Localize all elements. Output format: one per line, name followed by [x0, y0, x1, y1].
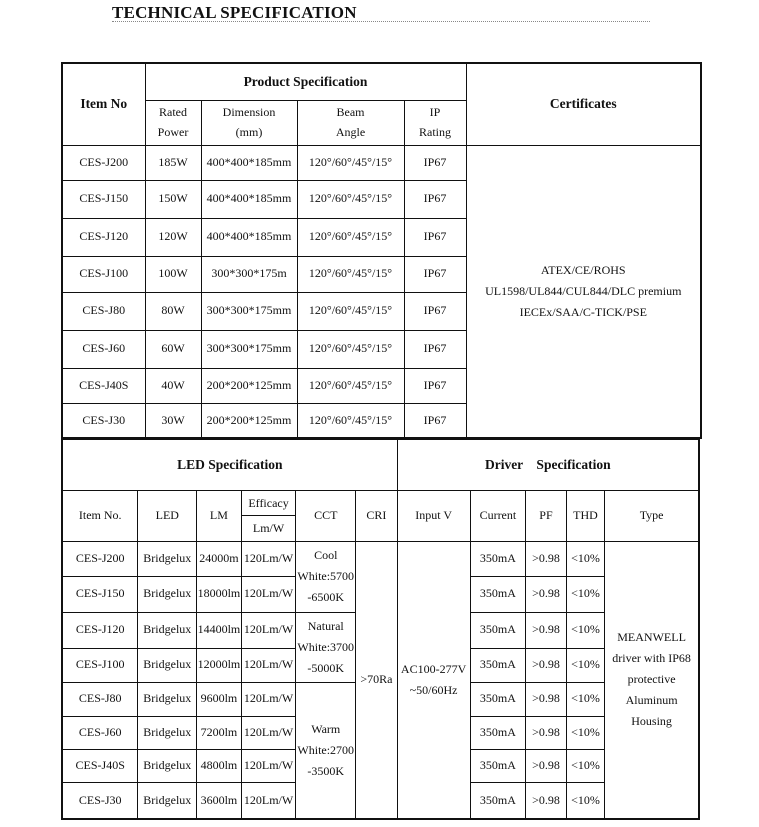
item-cell: CES-J100	[62, 648, 138, 682]
current-cell: 350mA	[470, 682, 526, 716]
item-cell: CES-J40S	[62, 368, 145, 403]
beam-cell: 120°/60°/45°/15°	[297, 292, 404, 330]
pf-cell: >0.98	[526, 782, 567, 819]
item-cell: CES-J80	[62, 682, 138, 716]
current-cell: 350mA	[470, 576, 526, 612]
item-cell: CES-J200	[62, 145, 145, 180]
ip-cell: IP67	[404, 180, 466, 218]
dimension-cell: 300*300*175mm	[201, 292, 297, 330]
led-cell: Bridgelux	[138, 648, 197, 682]
cct-natural-cell: Natural White:3700 -5000K	[296, 612, 356, 682]
pf-cell: >0.98	[526, 541, 567, 576]
beam-cell: 120°/60°/45°/15°	[297, 368, 404, 403]
item-cell: CES-J60	[62, 330, 145, 368]
dimension-cell: 300*300*175mm	[201, 330, 297, 368]
pf-cell: >0.98	[526, 576, 567, 612]
beam-cell: 120°/60°/45°/15°	[297, 330, 404, 368]
thd-cell: <10%	[566, 541, 604, 576]
led-driver-spec-table	[61, 438, 700, 820]
power-cell: 120W	[145, 218, 201, 256]
cct-header: CCT	[296, 490, 356, 541]
thd-header: THD	[566, 490, 604, 541]
item-cell: CES-J120	[62, 218, 145, 256]
dimension-cell: 400*400*185mm	[201, 145, 297, 180]
lm-cell: 7200lm	[197, 716, 242, 749]
power-cell: 60W	[145, 330, 201, 368]
dimension-cell: 200*200*125mm	[201, 368, 297, 403]
led-cell: Bridgelux	[138, 576, 197, 612]
input-v-cell: AC100-277V ~50/60Hz	[397, 541, 470, 819]
lm-cell: 24000m	[197, 541, 242, 576]
ip-cell: IP67	[404, 145, 466, 180]
lm-header: LM	[197, 490, 242, 541]
current-cell: 350mA	[470, 782, 526, 819]
current-cell: 350mA	[470, 541, 526, 576]
thd-cell: <10%	[566, 576, 604, 612]
thd-cell: <10%	[566, 716, 604, 749]
item-no-header: Item No.	[62, 490, 138, 541]
pf-cell: >0.98	[526, 612, 567, 648]
ip-cell: IP67	[404, 403, 466, 438]
power-cell: 100W	[145, 256, 201, 292]
lm-cell: 14400lm	[197, 612, 242, 648]
ip-cell: IP67	[404, 292, 466, 330]
ip-cell: IP67	[404, 368, 466, 403]
title-underline	[112, 21, 650, 22]
certificates-cell: ATEX/CE/ROHS UL1598/UL844/CUL844/DLC premium IECEx/SAA/C-TICK/PSE	[466, 145, 701, 438]
ip-cell: IP67	[404, 256, 466, 292]
efficacy-cell: 120Lm/W	[241, 682, 296, 716]
efficacy-cell: 120Lm/W	[241, 612, 296, 648]
beam-cell: 120°/60°/45°/15°	[297, 145, 404, 180]
power-cell: 150W	[145, 180, 201, 218]
lm-cell: 18000lm	[197, 576, 242, 612]
product-spec-header: Product Specification	[145, 63, 466, 100]
item-cell: CES-J100	[62, 256, 145, 292]
efficacy-cell: 120Lm/W	[241, 576, 296, 612]
beam-cell: 120°/60°/45°/15°	[297, 180, 404, 218]
rated-power-header: Rated Power	[145, 100, 201, 145]
pf-cell: >0.98	[526, 682, 567, 716]
power-cell: 30W	[145, 403, 201, 438]
dimension-cell: 400*400*185mm	[201, 218, 297, 256]
pf-cell: >0.98	[526, 716, 567, 749]
item-cell: CES-J200	[62, 541, 138, 576]
ip-cell: IP67	[404, 218, 466, 256]
input-v-header: Input V	[397, 490, 470, 541]
current-cell: 350mA	[470, 716, 526, 749]
item-cell: CES-J150	[62, 180, 145, 218]
driver-type-cell: MEANWELL driver with IP68 protective Aluminum Housing	[605, 541, 699, 819]
pf-cell: >0.98	[526, 648, 567, 682]
cri-cell: >70Ra	[356, 541, 398, 819]
dimension-header: Dimension (mm)	[201, 100, 297, 145]
item-no-header: Item No	[62, 63, 145, 145]
current-cell: 350mA	[470, 612, 526, 648]
page-title: TECHNICAL SPECIFICATION	[112, 3, 357, 22]
item-cell: CES-J30	[62, 782, 138, 819]
led-cell: Bridgelux	[138, 541, 197, 576]
current-header: Current	[470, 490, 526, 541]
led-cell: Bridgelux	[138, 749, 197, 782]
lm-cell: 9600lm	[197, 682, 242, 716]
driver-spec-header: Driver Specification	[397, 439, 699, 490]
led-spec-header: LED Specification	[62, 439, 397, 490]
beam-cell: 120°/60°/45°/15°	[297, 403, 404, 438]
item-cell: CES-J60	[62, 716, 138, 749]
led-cell: Bridgelux	[138, 716, 197, 749]
cct-cool-cell: Cool White:5700 -6500K	[296, 541, 356, 612]
efficacy-cell: 120Lm/W	[241, 648, 296, 682]
item-cell: CES-J40S	[62, 749, 138, 782]
beam-cell: 120°/60°/45°/15°	[297, 218, 404, 256]
lm-cell: 3600lm	[197, 782, 242, 819]
led-cell: Bridgelux	[138, 612, 197, 648]
thd-cell: <10%	[566, 682, 604, 716]
type-header: Type	[605, 490, 699, 541]
table-row	[62, 145, 701, 180]
current-cell: 350mA	[470, 749, 526, 782]
power-cell: 80W	[145, 292, 201, 330]
thd-cell: <10%	[566, 749, 604, 782]
item-cell: CES-J30	[62, 403, 145, 438]
cct-warm-cell: Warm White:2700 -3500K	[296, 682, 356, 819]
led-cell: Bridgelux	[138, 682, 197, 716]
efficacy-cell: 120Lm/W	[241, 749, 296, 782]
item-cell: CES-J150	[62, 576, 138, 612]
thd-cell: <10%	[566, 648, 604, 682]
table-row	[62, 541, 699, 576]
efficacy-header: Efficacy Lm/W	[241, 490, 296, 541]
power-cell: 40W	[145, 368, 201, 403]
pf-cell: >0.98	[526, 749, 567, 782]
cri-header: CRI	[356, 490, 398, 541]
beam-angle-header: Beam Angle	[297, 100, 404, 145]
ip-cell: IP67	[404, 330, 466, 368]
dimension-cell: 300*300*175m	[201, 256, 297, 292]
dimension-cell: 400*400*185mm	[201, 180, 297, 218]
led-header: LED	[138, 490, 197, 541]
current-cell: 350mA	[470, 648, 526, 682]
thd-cell: <10%	[566, 782, 604, 819]
product-spec-table	[61, 62, 702, 439]
beam-cell: 120°/60°/45°/15°	[297, 256, 404, 292]
item-cell: CES-J120	[62, 612, 138, 648]
efficacy-cell: 120Lm/W	[241, 782, 296, 819]
thd-cell: <10%	[566, 612, 604, 648]
power-cell: 185W	[145, 145, 201, 180]
led-cell: Bridgelux	[138, 782, 197, 819]
efficacy-cell: 120Lm/W	[241, 541, 296, 576]
lm-cell: 4800lm	[197, 749, 242, 782]
ip-rating-header: IP Rating	[404, 100, 466, 145]
dimension-cell: 200*200*125mm	[201, 403, 297, 438]
lm-cell: 12000lm	[197, 648, 242, 682]
pf-header: PF	[526, 490, 567, 541]
certificates-header: Certificates	[466, 63, 701, 145]
efficacy-cell: 120Lm/W	[241, 716, 296, 749]
item-cell: CES-J80	[62, 292, 145, 330]
